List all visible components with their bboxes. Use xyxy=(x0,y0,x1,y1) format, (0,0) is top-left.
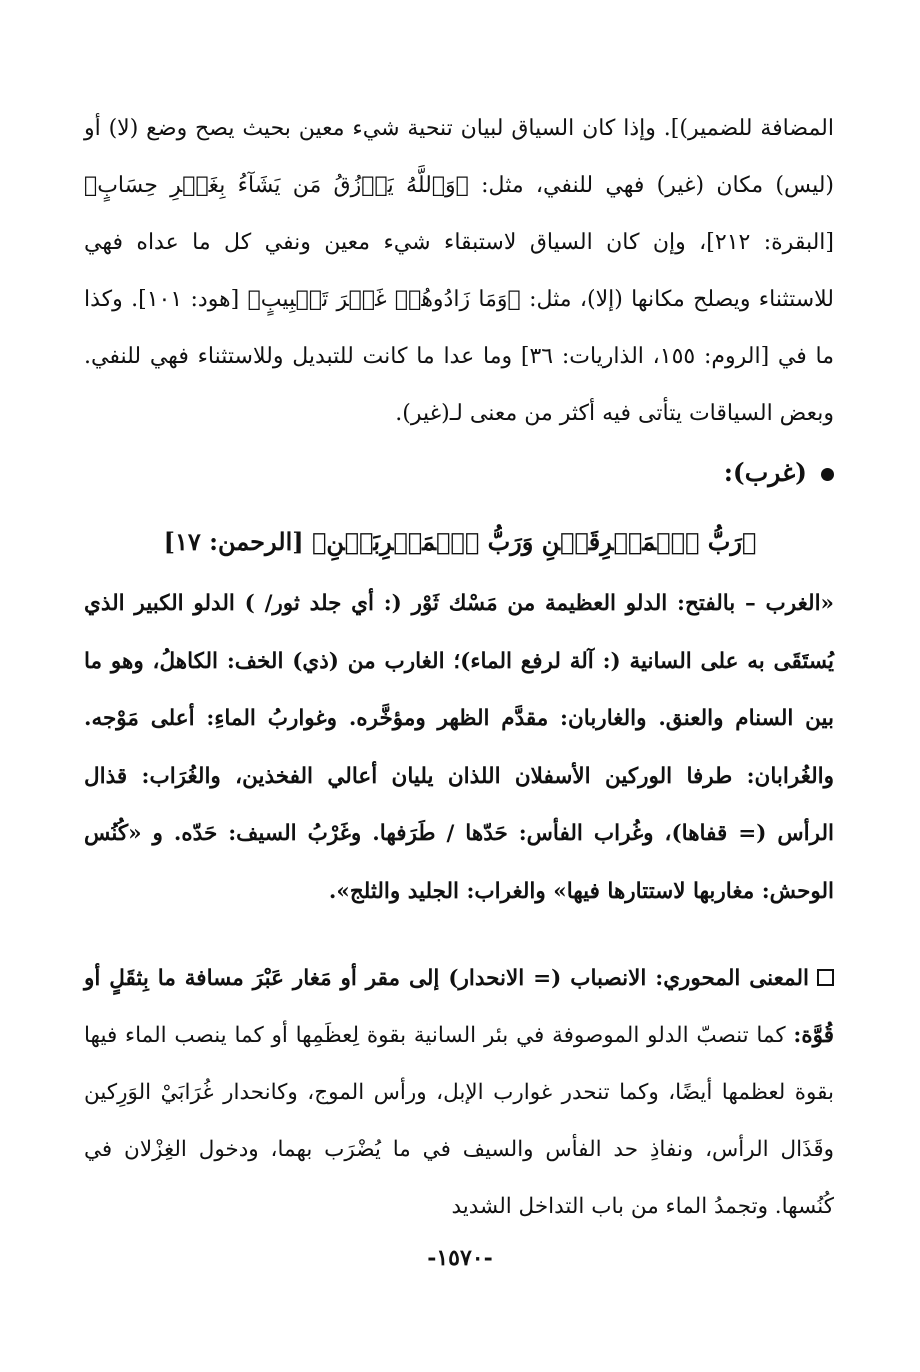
core-meaning-lead: المعنى المحوري: الانصباب (= الانحدار) إلى مقر أو مَغار عَبْرَ مسافة ما بِثقَلٍ أو قُوَّة: xyxy=(84,966,834,1048)
bullet-icon xyxy=(821,468,834,481)
quran-verse: ﴿رَبُّ ٱلۡمَشۡرِقَيۡنِ وَرَبُّ ٱلۡمَغۡرِبَيۡنِ﴾ [الرحمن: ١٧] xyxy=(163,527,757,556)
paragraph-core-meaning xyxy=(84,950,834,1235)
core-meaning-body: كما تنصبّ الدلو الموصوفة في بئر السانية بقوة لِعظَمِها أو كما ينصب الماء فيها بقوة لعظمها أيضًا، وكما تنحدر غوارب الإبل، ورأس الموج، وكانحدار غُرَابَيْ الوَرِكين وقَذَال الرأس، ونفاذِ حد الفأس والسيف في ما يُضْرَب بهما، ودخول الغِزْلان في كُنُسها. وتجمدُ الماء من باب التداخل الشديد xyxy=(84,1023,834,1219)
square-box-icon xyxy=(817,969,834,986)
paragraph-lexical-definition: «الغرب – بالفتح: الدلو العظيمة من مَسْك ثَوْر (: أي جلد ثور/ ) الدلو الكبير الذي يُستَقَى به على السانية (: آلة لرفع الماء)؛ الغارب من (ذي) الخف: الكاهلُ، وهو ما بين السنام والعنق. والغاربان: مقدَّم الظهر ومؤخَّره. وغواربُ الماءِ: أعلى مَوْجه. والغُرابان: طرفا الوركين الأسفلان اللذان يليان أعالي الفخذين، والغُرَاب: قذال الرأس (= قفاها)، وغُراب الفأس: حَدّها / طَرَفها. وغَرْبُ السيف: حَدّه. و «كُنُس الوحش: مغاربها لاستتارها فيها» والغراب: الجليد والثلج». xyxy=(84,591,834,904)
page-number: -١٥٧٠- xyxy=(427,1245,493,1271)
paragraph-ghayr-usage: المضافة للضمير)]. وإذا كان السياق لبيان تنحية شيء معين بحيث يصح وضع (لا) أو (ليس) مكان (غير) فهي للنفي، مثل: ﴿وَٱللَّهُ يَرۡزُقُ مَن يَشَآءُ بِغَيۡرِ حِسَابٍ﴾ [البقرة: ٢١٢]، وإن كان السياق لاستبقاء شيء معين ونفي كل ما عداه فهي للاستثناء ويصلح مكانها (إلا)، مثل: ﴿وَمَا زَادُوهُمۡ غَيۡرَ تَتۡبِيبٍ﴾ [هود: ١٠١]. وكذا ما في [الروم: ١٥٥، الذاريات: ٣٦] وما عدا ما كانت للتبديل وللاستثناء فهي للنفي. وبعض السياقات يتأتى فيه أكثر من معنى لـ(غير). xyxy=(84,116,835,426)
entry-heading-text: (غرب): xyxy=(723,458,807,487)
entry-heading xyxy=(84,448,834,498)
